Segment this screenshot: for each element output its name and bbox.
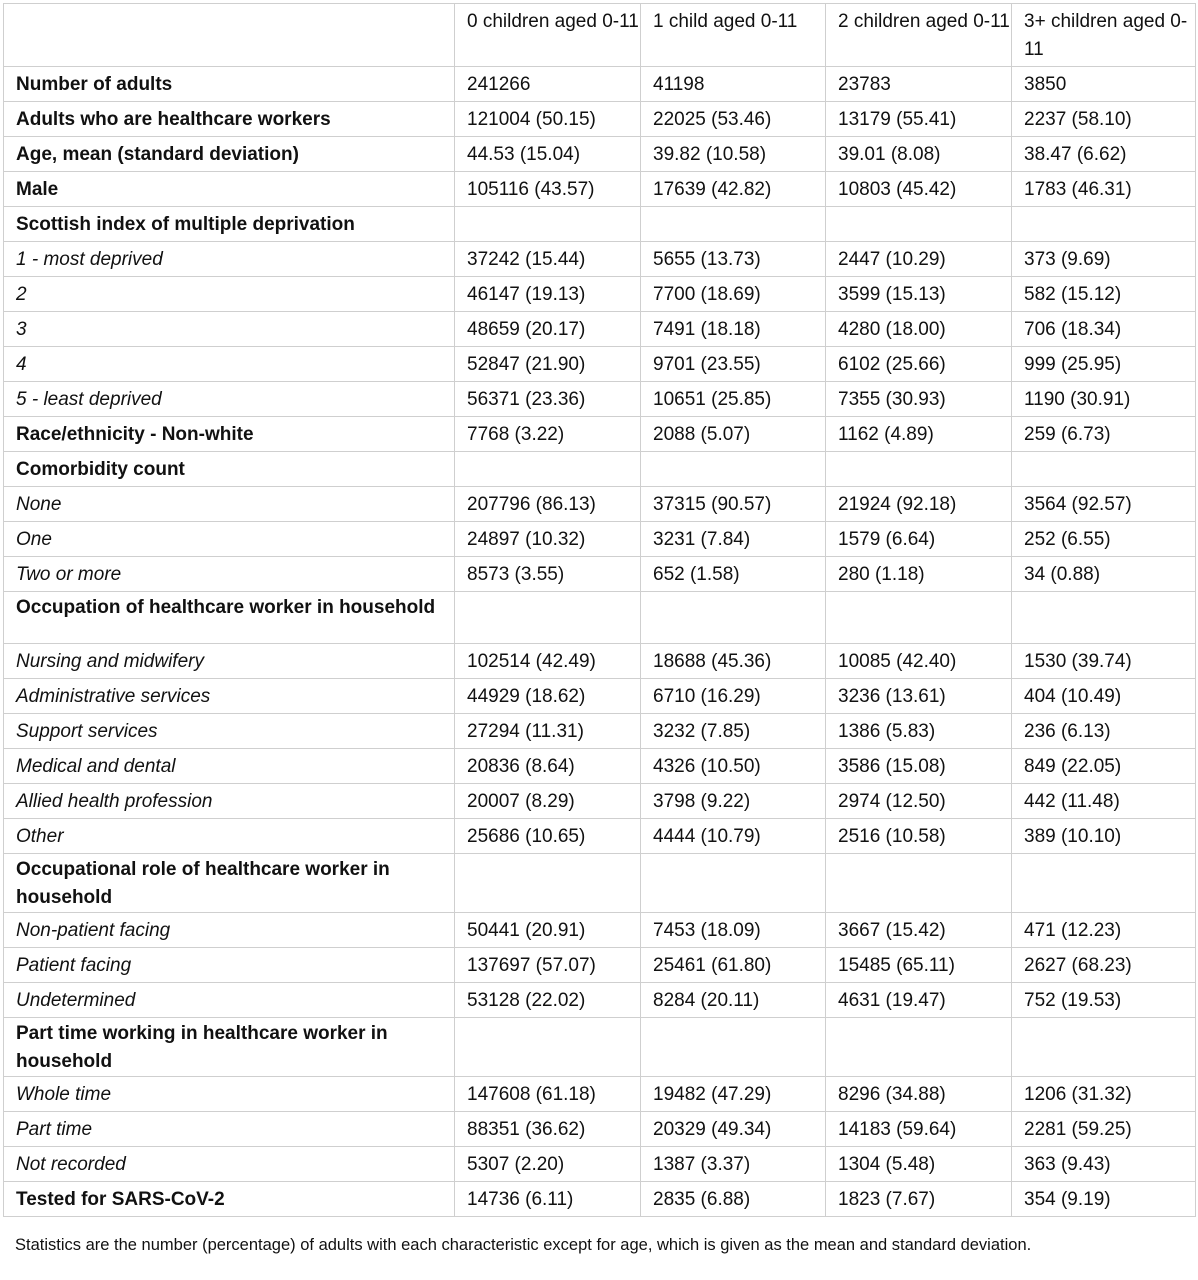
- table-row: [4, 1182, 1196, 1217]
- value-cell: 7453 (18.09): [641, 913, 826, 948]
- value-cell: 280 (1.18): [826, 557, 1012, 592]
- table-row: [4, 1077, 1196, 1112]
- value-cell: 389 (10.10): [1012, 819, 1196, 854]
- header-cell-2-children: 2 children aged 0-11: [826, 4, 1012, 67]
- table-row: [4, 1147, 1196, 1182]
- value-cell: [1012, 452, 1196, 487]
- value-cell: 2835 (6.88): [641, 1182, 826, 1217]
- value-cell: 2281 (59.25): [1012, 1112, 1196, 1147]
- table-row: [4, 312, 1196, 347]
- value-cell: 39.01 (8.08): [826, 137, 1012, 172]
- value-cell: 652 (1.58): [641, 557, 826, 592]
- value-cell: 752 (19.53): [1012, 983, 1196, 1018]
- value-cell: 2088 (5.07): [641, 417, 826, 452]
- value-cell: 1783 (46.31): [1012, 172, 1196, 207]
- value-cell: 7355 (30.93): [826, 382, 1012, 417]
- value-cell: 18688 (45.36): [641, 644, 826, 679]
- value-cell: [826, 207, 1012, 242]
- table-row: [4, 819, 1196, 854]
- value-cell: [826, 1018, 1012, 1077]
- value-cell: 2516 (10.58): [826, 819, 1012, 854]
- value-cell: 37242 (15.44): [455, 242, 641, 277]
- value-cell: [455, 592, 641, 644]
- value-cell: [1012, 592, 1196, 644]
- value-cell: 1162 (4.89): [826, 417, 1012, 452]
- table-row: [4, 1018, 1196, 1077]
- value-cell: 10803 (45.42): [826, 172, 1012, 207]
- value-cell: 5307 (2.20): [455, 1147, 641, 1182]
- value-cell: 7491 (18.18): [641, 312, 826, 347]
- table-header-row: [4, 4, 1196, 67]
- table-row: [4, 714, 1196, 749]
- value-cell: 363 (9.43): [1012, 1147, 1196, 1182]
- value-cell: 3798 (9.22): [641, 784, 826, 819]
- table-row: [4, 679, 1196, 714]
- row-label: Occupational role of healthcare worker in household: [4, 854, 455, 913]
- value-cell: 34 (0.88): [1012, 557, 1196, 592]
- value-cell: 105116 (43.57): [455, 172, 641, 207]
- header-cell-1-child: 1 child aged 0-11: [641, 4, 826, 67]
- value-cell: 52847 (21.90): [455, 347, 641, 382]
- header-cell-blank: [4, 4, 455, 67]
- value-cell: 46147 (19.13): [455, 277, 641, 312]
- table-row: [4, 137, 1196, 172]
- value-cell: 38.47 (6.62): [1012, 137, 1196, 172]
- value-cell: 2237 (58.10): [1012, 102, 1196, 137]
- row-label: Patient facing: [4, 948, 455, 983]
- value-cell: [641, 207, 826, 242]
- value-cell: 582 (15.12): [1012, 277, 1196, 312]
- row-label: Nursing and midwifery: [4, 644, 455, 679]
- value-cell: 849 (22.05): [1012, 749, 1196, 784]
- value-cell: 207796 (86.13): [455, 487, 641, 522]
- value-cell: 137697 (57.07): [455, 948, 641, 983]
- value-cell: 442 (11.48): [1012, 784, 1196, 819]
- table-row: [4, 913, 1196, 948]
- value-cell: 25461 (61.80): [641, 948, 826, 983]
- row-label: Support services: [4, 714, 455, 749]
- value-cell: 999 (25.95): [1012, 347, 1196, 382]
- table-row: [4, 522, 1196, 557]
- value-cell: 37315 (90.57): [641, 487, 826, 522]
- value-cell: 3586 (15.08): [826, 749, 1012, 784]
- value-cell: 3599 (15.13): [826, 277, 1012, 312]
- value-cell: 7768 (3.22): [455, 417, 641, 452]
- value-cell: 1386 (5.83): [826, 714, 1012, 749]
- row-label: 5 - least deprived: [4, 382, 455, 417]
- value-cell: 56371 (23.36): [455, 382, 641, 417]
- value-cell: 259 (6.73): [1012, 417, 1196, 452]
- table-row: [4, 487, 1196, 522]
- value-cell: 3232 (7.85): [641, 714, 826, 749]
- header-cell-3plus-children: 3+ children aged 0-11: [1012, 4, 1196, 67]
- value-cell: 15485 (65.11): [826, 948, 1012, 983]
- table-row: [4, 277, 1196, 312]
- value-cell: 10085 (42.40): [826, 644, 1012, 679]
- row-label: None: [4, 487, 455, 522]
- value-cell: 373 (9.69): [1012, 242, 1196, 277]
- value-cell: 1579 (6.64): [826, 522, 1012, 557]
- value-cell: 20836 (8.64): [455, 749, 641, 784]
- row-label: Number of adults: [4, 67, 455, 102]
- table-row: [4, 67, 1196, 102]
- value-cell: 25686 (10.65): [455, 819, 641, 854]
- value-cell: [1012, 207, 1196, 242]
- value-cell: 241266: [455, 67, 641, 102]
- row-label: One: [4, 522, 455, 557]
- value-cell: 1823 (7.67): [826, 1182, 1012, 1217]
- table-footnote: Statistics are the number (percentage) of adults with each characteristic except for age, which is given as the mean and standard deviation.: [15, 1236, 1032, 1254]
- row-label: Occupation of healthcare worker in household: [4, 592, 455, 644]
- value-cell: 6710 (16.29): [641, 679, 826, 714]
- row-label: 4: [4, 347, 455, 382]
- value-cell: [1012, 854, 1196, 913]
- value-cell: 10651 (25.85): [641, 382, 826, 417]
- value-cell: 14736 (6.11): [455, 1182, 641, 1217]
- value-cell: 44.53 (15.04): [455, 137, 641, 172]
- table-row: [4, 382, 1196, 417]
- value-cell: 9701 (23.55): [641, 347, 826, 382]
- value-cell: 1387 (3.37): [641, 1147, 826, 1182]
- value-cell: [641, 1018, 826, 1077]
- value-cell: 14183 (59.64): [826, 1112, 1012, 1147]
- value-cell: 3231 (7.84): [641, 522, 826, 557]
- value-cell: [641, 452, 826, 487]
- table-row: [4, 242, 1196, 277]
- value-cell: [641, 854, 826, 913]
- value-cell: 404 (10.49): [1012, 679, 1196, 714]
- table-row: [4, 854, 1196, 913]
- row-label: 1 - most deprived: [4, 242, 455, 277]
- value-cell: 471 (12.23): [1012, 913, 1196, 948]
- row-label: Administrative services: [4, 679, 455, 714]
- value-cell: 3236 (13.61): [826, 679, 1012, 714]
- table-row: [4, 983, 1196, 1018]
- row-label: Part time: [4, 1112, 455, 1147]
- table-row: [4, 102, 1196, 137]
- value-cell: 48659 (20.17): [455, 312, 641, 347]
- header-cell-0-children: 0 children aged 0-11: [455, 4, 641, 67]
- value-cell: [455, 207, 641, 242]
- value-cell: 88351 (36.62): [455, 1112, 641, 1147]
- value-cell: 236 (6.13): [1012, 714, 1196, 749]
- value-cell: 2447 (10.29): [826, 242, 1012, 277]
- row-label: Race/ethnicity - Non-white: [4, 417, 455, 452]
- value-cell: 21924 (92.18): [826, 487, 1012, 522]
- table-row: [4, 172, 1196, 207]
- value-cell: 24897 (10.32): [455, 522, 641, 557]
- value-cell: 8284 (20.11): [641, 983, 826, 1018]
- value-cell: 5655 (13.73): [641, 242, 826, 277]
- table-row: [4, 948, 1196, 983]
- table-row: [4, 557, 1196, 592]
- table-row: [4, 207, 1196, 242]
- value-cell: 3667 (15.42): [826, 913, 1012, 948]
- value-cell: [826, 854, 1012, 913]
- row-label: Two or more: [4, 557, 455, 592]
- row-label: 3: [4, 312, 455, 347]
- characteristics-table: [3, 3, 1196, 1217]
- value-cell: 121004 (50.15): [455, 102, 641, 137]
- row-label: Tested for SARS-CoV-2: [4, 1182, 455, 1217]
- value-cell: 8296 (34.88): [826, 1077, 1012, 1112]
- value-cell: [826, 592, 1012, 644]
- value-cell: 23783: [826, 67, 1012, 102]
- table-row: [4, 784, 1196, 819]
- value-cell: 6102 (25.66): [826, 347, 1012, 382]
- value-cell: 19482 (47.29): [641, 1077, 826, 1112]
- table-row: [4, 417, 1196, 452]
- value-cell: 44929 (18.62): [455, 679, 641, 714]
- row-label: Male: [4, 172, 455, 207]
- value-cell: 8573 (3.55): [455, 557, 641, 592]
- value-cell: 1206 (31.32): [1012, 1077, 1196, 1112]
- row-label: Not recorded: [4, 1147, 455, 1182]
- value-cell: 2974 (12.50): [826, 784, 1012, 819]
- row-label: Whole time: [4, 1077, 455, 1112]
- row-label: Adults who are healthcare workers: [4, 102, 455, 137]
- value-cell: [455, 854, 641, 913]
- table-row: [4, 347, 1196, 382]
- value-cell: 102514 (42.49): [455, 644, 641, 679]
- row-label: Undetermined: [4, 983, 455, 1018]
- value-cell: 17639 (42.82): [641, 172, 826, 207]
- value-cell: 13179 (55.41): [826, 102, 1012, 137]
- value-cell: 147608 (61.18): [455, 1077, 641, 1112]
- value-cell: 27294 (11.31): [455, 714, 641, 749]
- value-cell: 1530 (39.74): [1012, 644, 1196, 679]
- value-cell: 50441 (20.91): [455, 913, 641, 948]
- value-cell: 3850: [1012, 67, 1196, 102]
- value-cell: [826, 452, 1012, 487]
- value-cell: 22025 (53.46): [641, 102, 826, 137]
- row-label: Comorbidity count: [4, 452, 455, 487]
- row-label: Allied health profession: [4, 784, 455, 819]
- value-cell: [455, 452, 641, 487]
- value-cell: 1304 (5.48): [826, 1147, 1012, 1182]
- value-cell: 4326 (10.50): [641, 749, 826, 784]
- row-label: Part time working in healthcare worker in household: [4, 1018, 455, 1077]
- row-label: Scottish index of multiple deprivation: [4, 207, 455, 242]
- value-cell: 4631 (19.47): [826, 983, 1012, 1018]
- table-row: [4, 452, 1196, 487]
- row-label: Other: [4, 819, 455, 854]
- table-row: [4, 644, 1196, 679]
- value-cell: 39.82 (10.58): [641, 137, 826, 172]
- value-cell: 252 (6.55): [1012, 522, 1196, 557]
- table-row: [4, 749, 1196, 784]
- value-cell: 20007 (8.29): [455, 784, 641, 819]
- value-cell: 354 (9.19): [1012, 1182, 1196, 1217]
- value-cell: 7700 (18.69): [641, 277, 826, 312]
- table-row: [4, 592, 1196, 644]
- value-cell: 53128 (22.02): [455, 983, 641, 1018]
- value-cell: 3564 (92.57): [1012, 487, 1196, 522]
- value-cell: 20329 (49.34): [641, 1112, 826, 1147]
- value-cell: 4444 (10.79): [641, 819, 826, 854]
- row-label: Age, mean (standard deviation): [4, 137, 455, 172]
- value-cell: 4280 (18.00): [826, 312, 1012, 347]
- value-cell: 41198: [641, 67, 826, 102]
- row-label: Non-patient facing: [4, 913, 455, 948]
- value-cell: [455, 1018, 641, 1077]
- value-cell: [1012, 1018, 1196, 1077]
- value-cell: 2627 (68.23): [1012, 948, 1196, 983]
- value-cell: 1190 (30.91): [1012, 382, 1196, 417]
- row-label: 2: [4, 277, 455, 312]
- row-label: Medical and dental: [4, 749, 455, 784]
- value-cell: [641, 592, 826, 644]
- table-row: [4, 1112, 1196, 1147]
- value-cell: 706 (18.34): [1012, 312, 1196, 347]
